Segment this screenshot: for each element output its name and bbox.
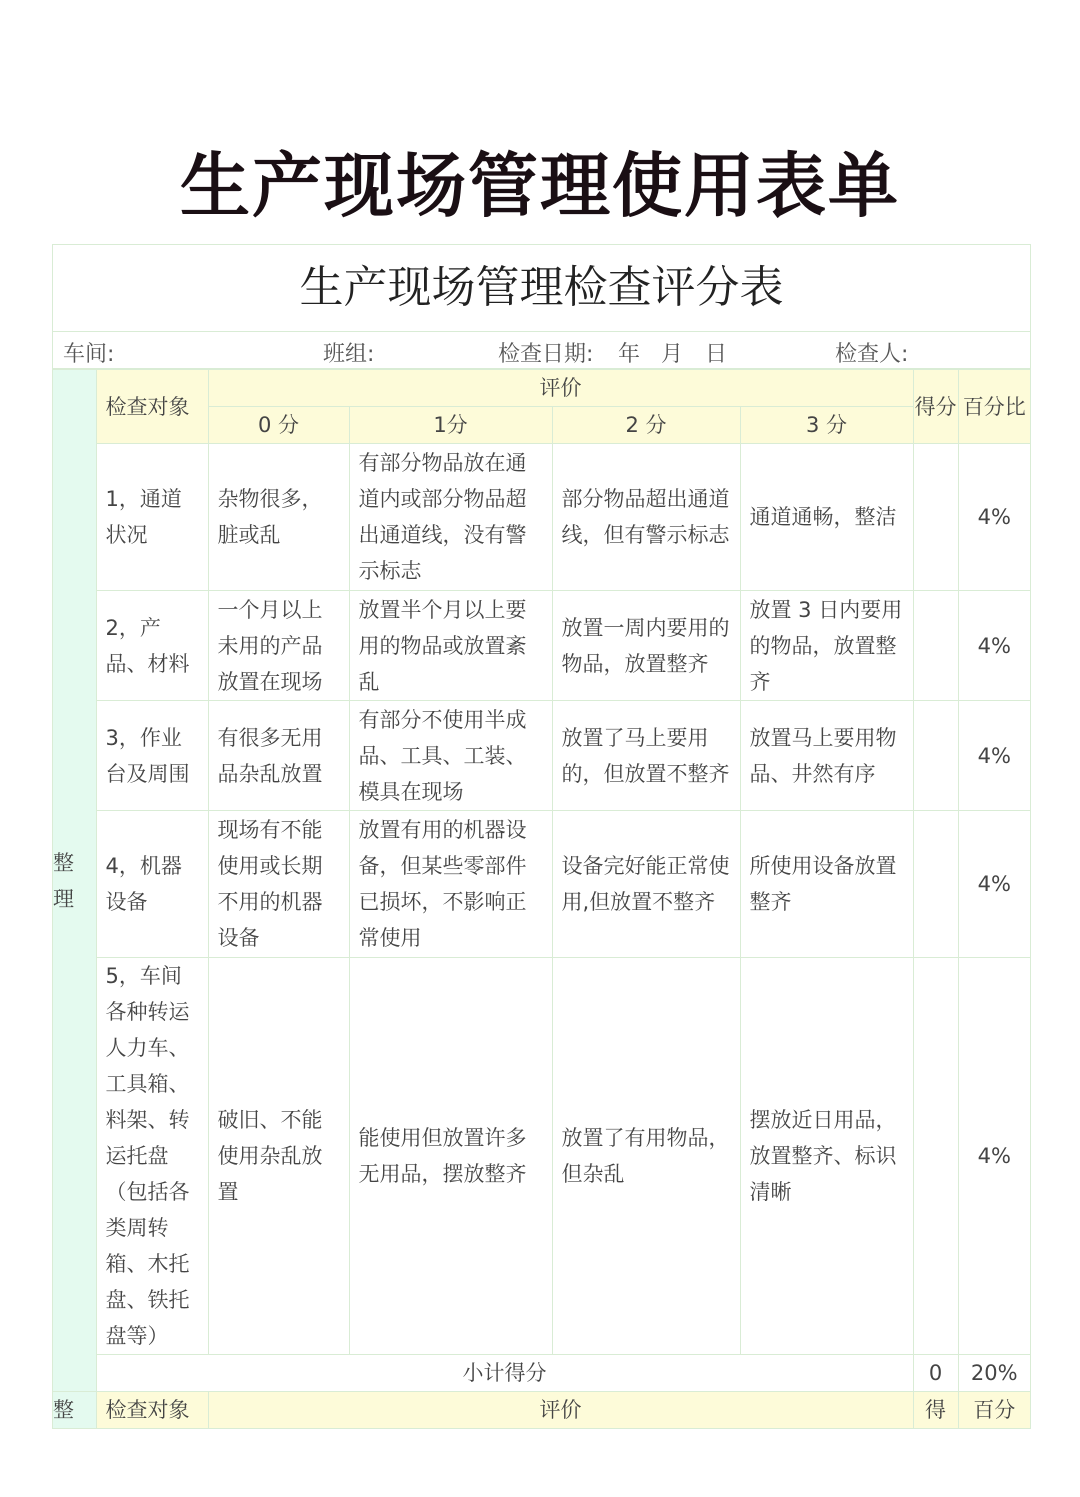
row-score-1: 放置有用的机器设备，但某些零部件已损坏，不影响正常使用	[349, 811, 552, 958]
row-object: 3，作业台及周围	[96, 701, 208, 811]
row-got	[913, 811, 958, 958]
row-percent: 4%	[958, 811, 1030, 958]
row-score-1: 有部分不使用半成品、工具、工装、模具在现场	[349, 701, 552, 811]
row-score-0: 一个月以上未用的产品放置在现场	[208, 591, 349, 701]
row-score-0: 有很多无用品杂乱放置	[208, 701, 349, 811]
page-title: 生产现场管理使用表单	[180, 144, 900, 227]
info-row	[53, 332, 1030, 369]
row-object: 5，车间各种转运人力车、工具箱、料架、转运托盘（包括各类周转箱、木托盘、铁托盘等）	[96, 958, 208, 1355]
row-score-2: 设备完好能正常使用,但放置不整齐	[552, 811, 740, 958]
category-cell	[53, 370, 96, 1392]
score-table	[53, 369, 1030, 1428]
day-label: 日	[705, 342, 728, 367]
header-percent: 百分比	[958, 370, 1030, 444]
month-label: 月	[661, 342, 684, 367]
row-percent: 4%	[958, 958, 1030, 1355]
next-header-object: 检查对象	[96, 1392, 208, 1429]
inspector-label: 检查人:	[835, 342, 909, 367]
header-object: 检查对象	[96, 370, 208, 444]
row-got	[913, 444, 958, 591]
header-score: 得分	[913, 370, 958, 444]
row-percent: 4%	[958, 701, 1030, 811]
header-score-2: 2 分	[552, 407, 740, 444]
row-score-3: 摆放近日用品，放置整齐、标识清晰	[740, 958, 913, 1355]
row-score-0: 现场有不能使用或长期不用的机器设备	[208, 811, 349, 958]
row-score-3: 通道通畅，整洁	[740, 444, 913, 591]
row-score-3: 放置 3 日内要用的物品，放置整齐	[740, 591, 913, 701]
row-score-2: 放置了有用物品，但杂乱	[552, 958, 740, 1355]
header-score-3: 3 分	[740, 407, 913, 444]
row-score-1: 能使用但放置许多无用品，摆放整齐	[349, 958, 552, 1355]
row-score-2: 放置一周内要用的物品，放置整齐	[552, 591, 740, 701]
next-header-evaluation: 评价	[208, 1392, 913, 1429]
row-got	[913, 701, 958, 811]
team-label: 班组:	[323, 342, 375, 367]
category-label: 整理	[53, 850, 74, 911]
table-row	[53, 811, 1030, 958]
row-percent: 4%	[958, 591, 1030, 701]
table-row	[53, 444, 1030, 591]
header-score-1: 1分	[349, 407, 552, 444]
row-got	[913, 958, 958, 1355]
table-row	[53, 701, 1030, 811]
subtotal-percent: 20%	[958, 1355, 1030, 1392]
row-score-1: 放置半个月以上要用的物品或放置紊乱	[349, 591, 552, 701]
sheet-title: 生产现场管理检查评分表	[53, 245, 1030, 332]
table-row	[53, 591, 1030, 701]
row-score-3: 放置马上要用物品、井然有序	[740, 701, 913, 811]
next-header-row	[53, 1392, 1030, 1429]
row-score-0: 杂物很多，脏或乱	[208, 444, 349, 591]
next-header-percent: 百分	[958, 1392, 1030, 1429]
row-got	[913, 591, 958, 701]
subtotal-row	[53, 1355, 1030, 1392]
subtotal-score: 0	[913, 1355, 958, 1392]
score-sheet	[52, 244, 1031, 1429]
row-score-0: 破旧、不能使用杂乱放置	[208, 958, 349, 1355]
row-object: 4，机器设备	[96, 811, 208, 958]
row-score-1: 有部分物品放在通道内或部分物品超出通道线，没有警示标志	[349, 444, 552, 591]
row-score-3: 所使用设备放置整齐	[740, 811, 913, 958]
date-label: 检查日期:	[498, 342, 594, 367]
row-object: 1，通道状况	[96, 444, 208, 591]
row-percent: 4%	[958, 444, 1030, 591]
header-score-0: 0 分	[208, 407, 349, 444]
subtotal-label: 小计得分	[96, 1355, 913, 1392]
next-header-score: 得	[913, 1392, 958, 1429]
header-evaluation: 评价	[208, 370, 913, 407]
next-category: 整	[53, 1392, 96, 1429]
row-score-2: 部分物品超出通道线，但有警示标志	[552, 444, 740, 591]
year-label: 年	[618, 342, 641, 367]
workshop-label: 车间:	[63, 342, 115, 367]
row-score-2: 放置了马上要用的，但放置不整齐	[552, 701, 740, 811]
row-object: 2，产品、材料	[96, 591, 208, 701]
table-row	[53, 958, 1030, 1355]
